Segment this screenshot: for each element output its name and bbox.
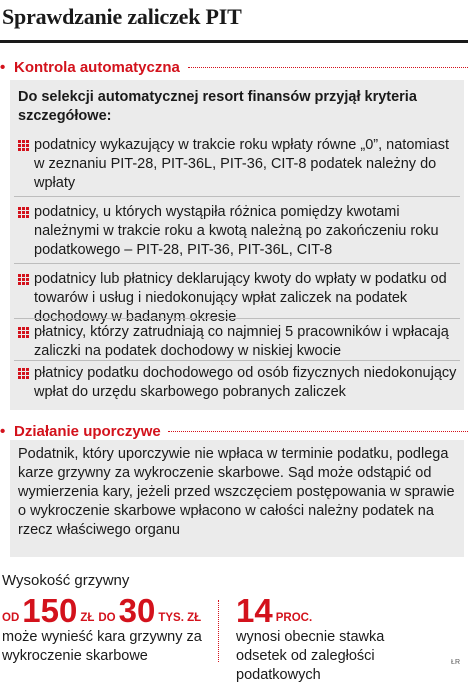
interest-value: 14	[236, 592, 273, 629]
interest-unit: PROC.	[275, 612, 313, 624]
grid-bullet-icon	[18, 327, 28, 337]
fine-unit-1: ZŁ	[80, 612, 95, 624]
grid-bullet-icon	[18, 274, 28, 284]
fine-to-value: 30	[118, 592, 156, 629]
section-heading-label: Działanie uporczywe	[14, 422, 161, 440]
criteria-item-text: podatnicy lub płatnicy deklarujący kwoty do wpłaty w podatku od towarów i usług i niedokonujący wpłat zaliczek na podatek dochodowy w badanym okresie	[34, 271, 447, 325]
author-credit: ŁR	[451, 659, 460, 666]
fine-from-word: OD	[2, 612, 20, 624]
item-separator	[14, 263, 460, 264]
criteria-item-text: płatnicy podatku dochodowego od osób fizycznych niedokonujący wpłat do urzędu skarbowego pobranych zaliczek	[34, 365, 457, 400]
fine-unit-2: TYS. ZŁ	[158, 612, 202, 624]
section-marker-icon: •	[0, 58, 6, 76]
item-separator	[14, 360, 460, 361]
criteria-intro: Do selekcji automatycznej resort finansów przyjął kryteria szczegółowe:	[18, 89, 417, 124]
section-heading-label: Kontrola automatyczna	[14, 58, 180, 76]
criteria-item-text: podatnicy wykazujący w trakcie roku wpłaty równe „0”, natomiast w zeznaniu PIT-28, PIT-36L, PIT-36, CIT-8 podatek należny do wpłaty	[34, 137, 450, 191]
section-heading-automatic	[0, 56, 180, 78]
fine-description: może wynieść kara grzywny za wykroczenie skarbowe	[2, 629, 202, 664]
interest-description: wynosi obecnie stawka odsetek od zaległości podatkowych	[236, 629, 385, 683]
fine-heading: Wysokość grzywny	[2, 572, 130, 589]
fine-from-value: 150	[22, 592, 78, 629]
fine-amount	[2, 594, 201, 628]
grid-bullet-icon	[18, 368, 28, 378]
grid-bullet-icon	[18, 140, 28, 150]
section-divider	[188, 67, 468, 68]
criteria-item-text: podatnicy, u których wystąpiła różnica pomiędzy kwotami należnymi w trakcie roku a kwotą należną po zakończeniu roku podatkowego – PIT-28, PIT-36, PIT-36L, CIT-8	[34, 204, 439, 258]
stat-divider	[218, 600, 219, 662]
grid-bullet-icon	[18, 207, 28, 217]
persistent-text: Podatnik, który uporczywie nie wpłaca w terminie podatku, podlega karze grzywny za wykroczenie skarbowe. Sąd może odstąpić od wymierzenia kary, jeżeli przed wszczęciem postępowania w sprawie o wykroczenie skarbowe wpłacono w całości należny podatek na rzecz właściwego organu	[18, 446, 455, 538]
item-separator	[14, 196, 460, 197]
item-separator	[14, 318, 460, 319]
section-marker-icon: •	[0, 422, 6, 440]
fine-to-word: DO	[98, 612, 116, 624]
section-heading-persistent	[0, 420, 161, 442]
criteria-item-text: płatnicy, którzy zatrudniają co najmniej 5 pracowników i wpłacają zaliczki na podatek dochodowy w niskiej kwocie	[34, 324, 449, 359]
title-rule	[0, 40, 468, 43]
page-title: Sprawdzanie zaliczek PIT	[2, 4, 242, 29]
interest-rate	[236, 594, 312, 628]
section-divider	[168, 431, 468, 432]
